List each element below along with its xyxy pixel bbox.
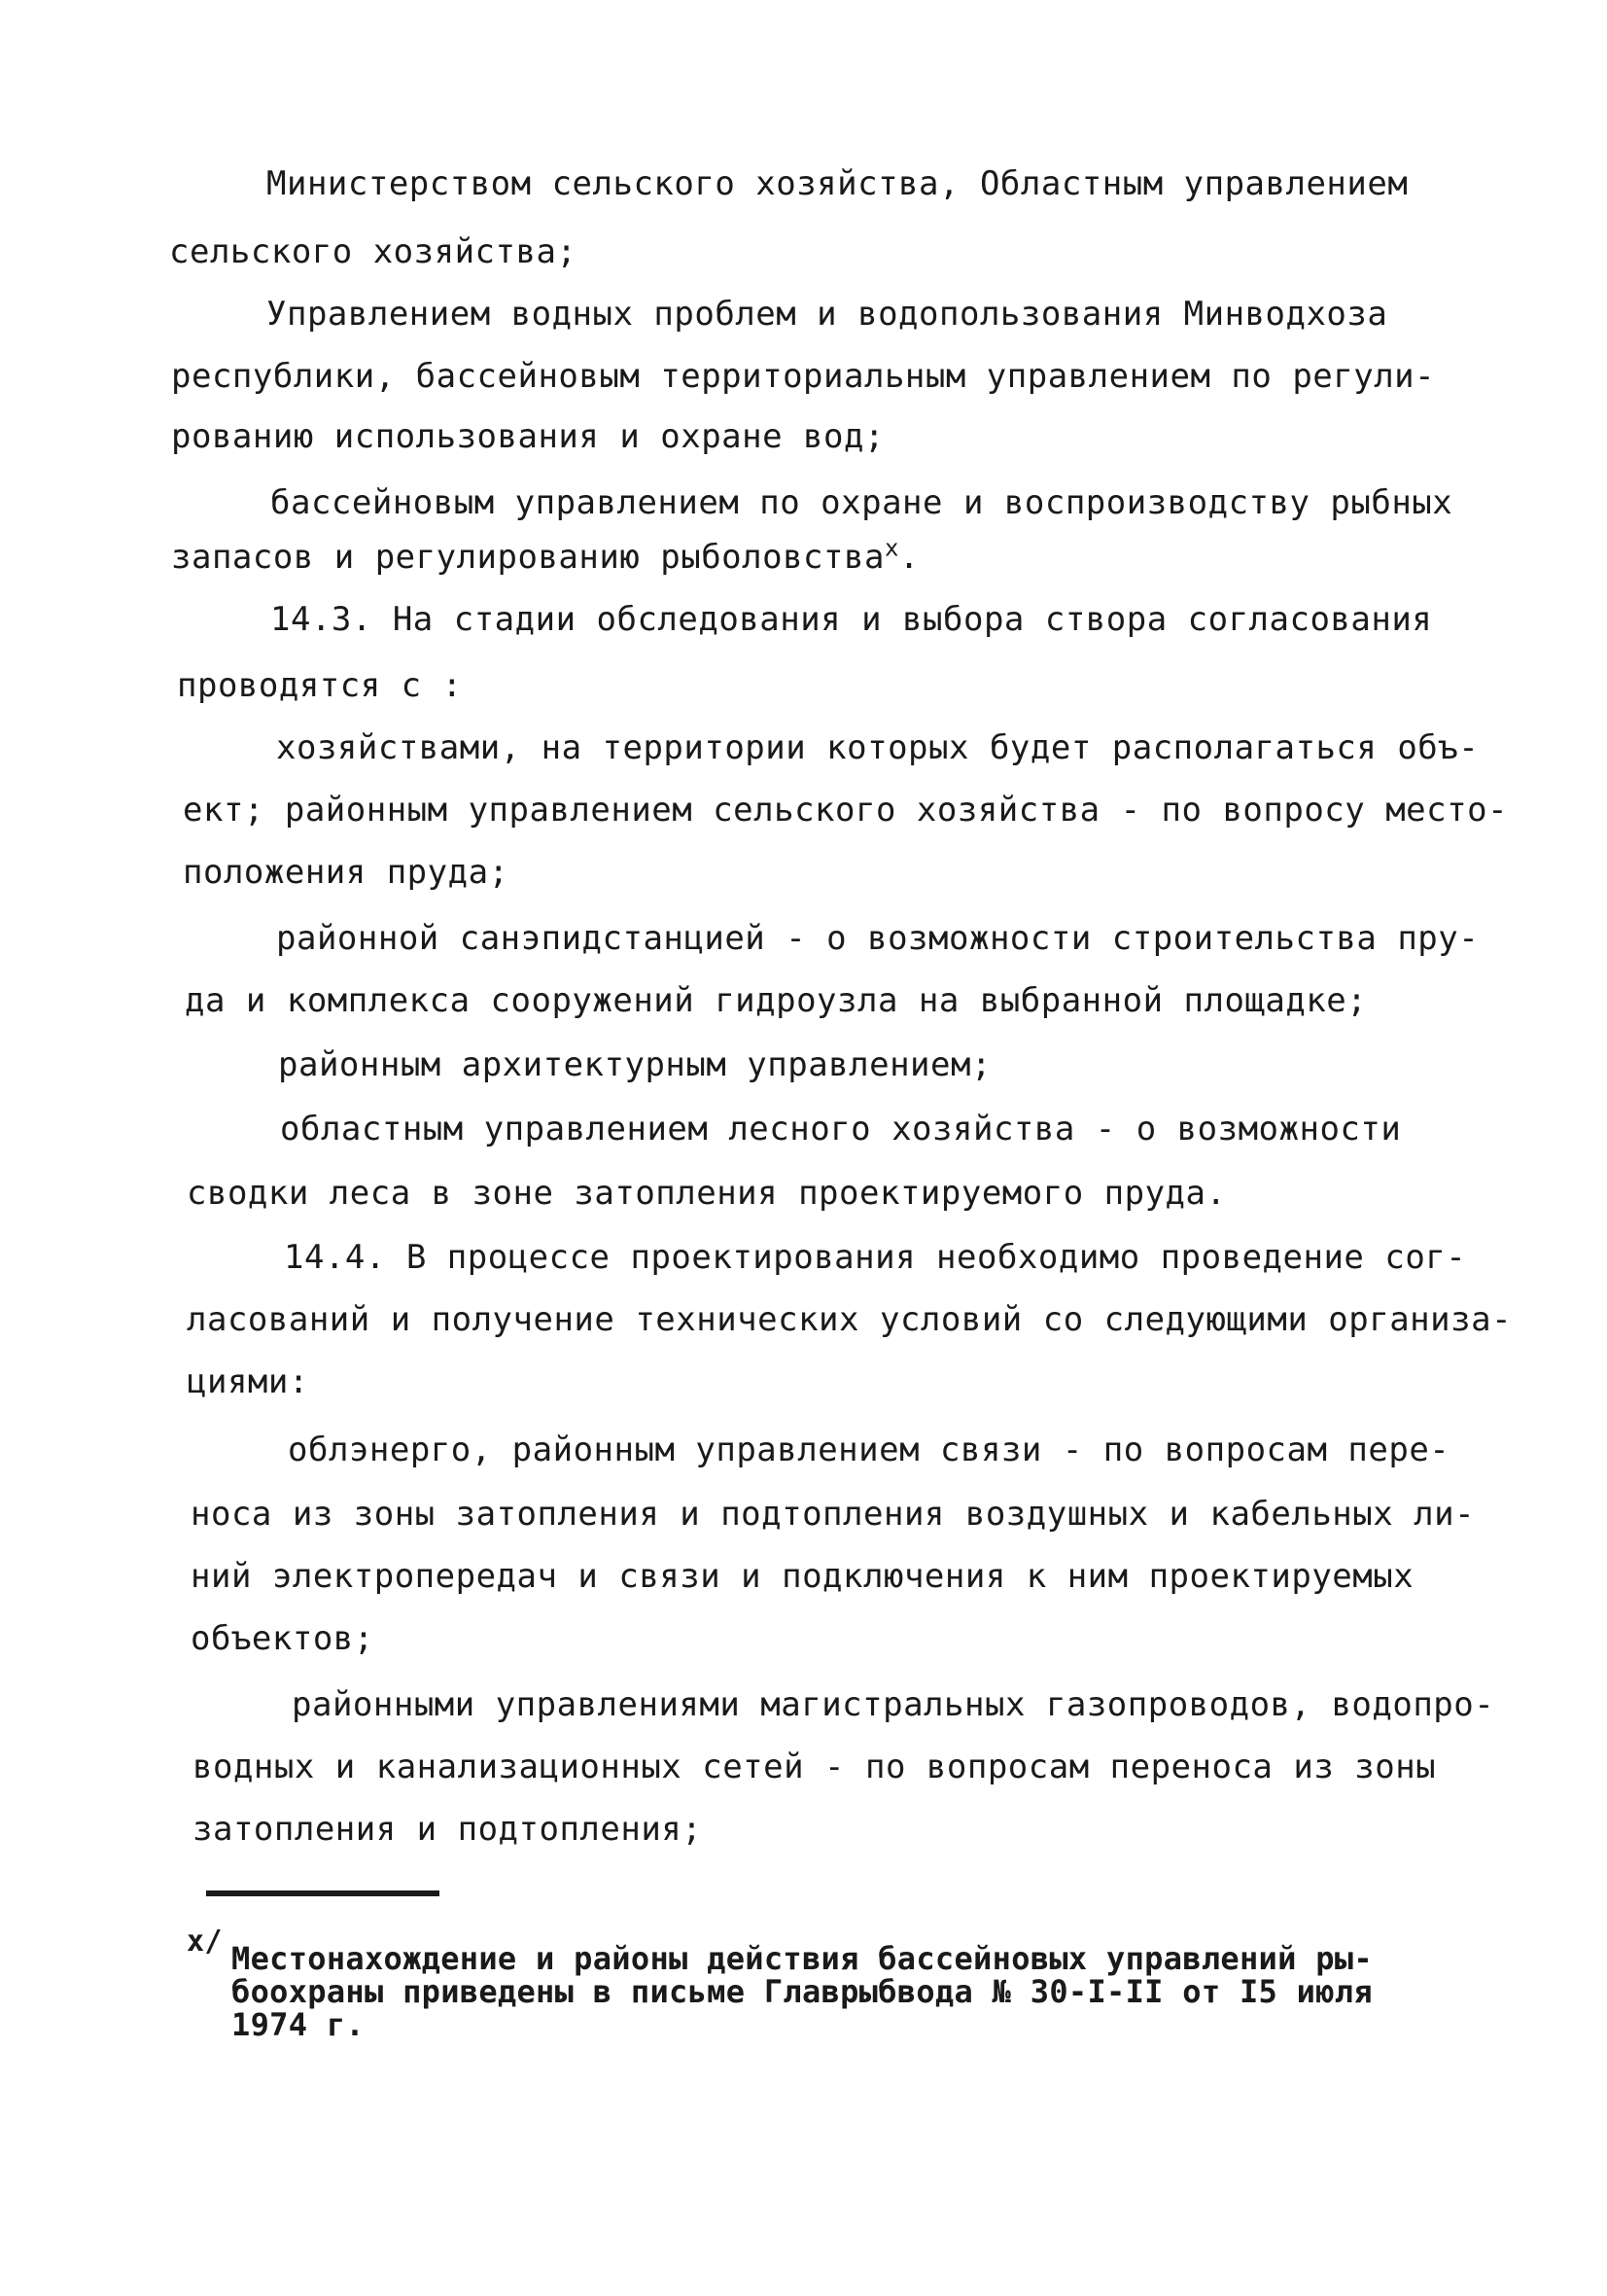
text-line: да и комплекса сооружений гидроузла на выбранной площадке; [185, 981, 1368, 1020]
footnote-line: Местонахождение и районы действия бассейновых управлений ры- [231, 1940, 1373, 1977]
footnote-line: 1974 г. [231, 2006, 365, 2043]
text-line: сельского хозяйства; [169, 232, 577, 271]
text-line-with-footnote-mark [171, 534, 920, 577]
text-line: затопления и подтопления; [192, 1810, 703, 1849]
text-line: ект; районным управлением сельского хозяйства - по вопросу место- [183, 791, 1509, 830]
text-segment: запасов и регулированию рыболовства [171, 538, 885, 577]
text-line: Министерством сельского хозяйства, Областным управлением [266, 164, 1409, 203]
footnote-line: боохраны приведены в письме Главрыбвода № 30-I-II от I5 июля [231, 1973, 1373, 2010]
text-line: проводятся с : [177, 666, 463, 705]
text-line: областным управлением лесного хозяйства - о возможности [280, 1110, 1402, 1148]
text-line: положения пруда; [183, 853, 509, 892]
section-heading-line: 14.4. В процессе проектирования необходимо проведение сог- [284, 1238, 1467, 1277]
text-line: облэнерго, районным управлением связи - по вопросам пере- [288, 1431, 1450, 1469]
footnote-marker: x/ [187, 1925, 223, 1959]
text-line: республики, бассейновым территориальным управлением по регули- [171, 357, 1436, 396]
section-heading-line: 14.3. На стадии обследования и выбора створа согласования [270, 600, 1433, 639]
text-line: районными управлениями магистральных газопроводов, водопро- [292, 1685, 1495, 1724]
text-line: районной санэпидстанцией - о возможности строительства пру- [276, 919, 1480, 958]
footnote-separator [206, 1890, 439, 1896]
text-line: ласований и получение технических условий со следующими организа- [187, 1300, 1513, 1339]
text-line: ний электропередач и связи и подключения к ним проектируемых [191, 1557, 1415, 1596]
text-line: Управлением водных проблем и водопользования Минводхоза [266, 295, 1388, 334]
text-line: сводки леса в зоне затопления проектируемого пруда. [187, 1174, 1227, 1213]
sentence-end: . [898, 538, 920, 577]
footnote-mark: x [884, 534, 899, 562]
text-line: водных и канализационных сетей - по вопросам переноса из зоны [192, 1748, 1437, 1786]
text-line: носа из зоны затопления и подтопления воздушных и кабельных ли- [191, 1495, 1476, 1534]
text-line: районным архитектурным управлением; [278, 1045, 992, 1084]
text-line: хозяйствами, на территории которых будет располагаться объ- [276, 728, 1480, 767]
text-line: бассейновым управлением по охране и воспроизводству рыбных [270, 483, 1453, 522]
text-line: объектов; [191, 1619, 374, 1658]
text-line: циями: [187, 1362, 309, 1401]
text-line: рованию использования и охране вод; [171, 417, 885, 456]
